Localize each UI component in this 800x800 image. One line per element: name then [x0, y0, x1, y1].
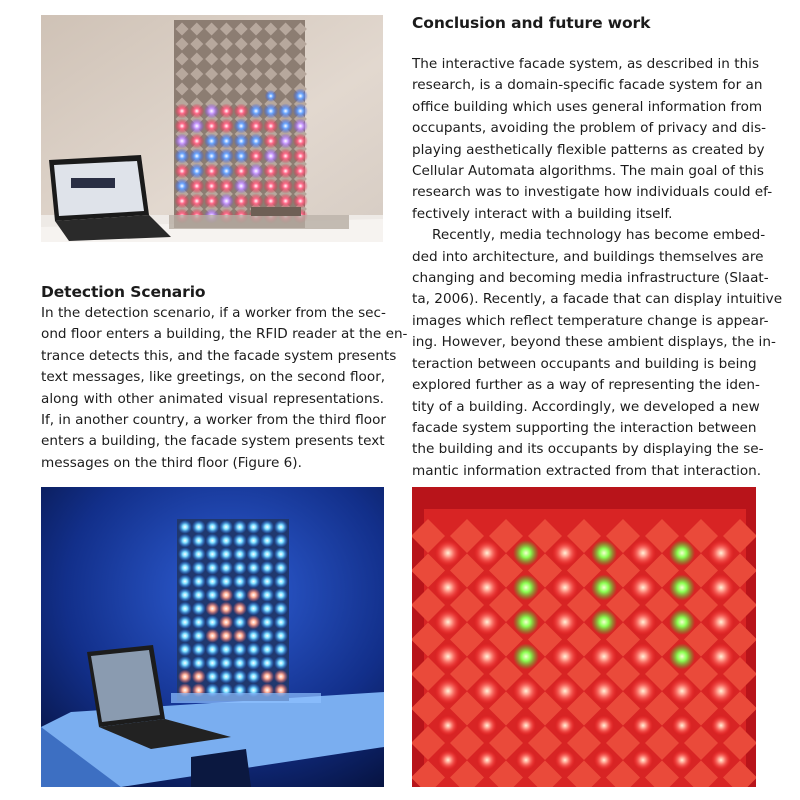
- led-light: [708, 644, 734, 670]
- led-light: [247, 561, 261, 575]
- led-light: [192, 588, 206, 602]
- text-line: The interactive facade system, as described in this: [412, 56, 760, 72]
- led-light: [274, 670, 288, 684]
- led-light: [204, 134, 219, 149]
- led-light: [260, 602, 274, 616]
- text-line: explored further as a way of representing the iden-: [412, 377, 760, 394]
- text-line: ded into architecture, and buildings themselves are: [412, 248, 764, 265]
- led-light: [192, 561, 206, 575]
- led-light: [234, 164, 249, 179]
- led-light: [435, 540, 461, 566]
- led-light: [630, 678, 656, 704]
- led-light: [205, 642, 219, 656]
- led-light: [178, 670, 192, 684]
- led-light: [204, 149, 219, 164]
- led-light: [278, 179, 293, 194]
- led-light: [219, 629, 233, 643]
- led-light: [247, 629, 261, 643]
- led-light: [219, 520, 233, 534]
- led-light: [591, 644, 617, 670]
- led-light: [219, 134, 234, 149]
- text-line: research was to investigate how individuals could ef-: [412, 184, 773, 201]
- led-light: [192, 670, 206, 684]
- led-light: [175, 179, 190, 194]
- led-light: [189, 104, 204, 119]
- led-light: [178, 615, 192, 629]
- led-light: [552, 609, 578, 635]
- text-line: ing. However, beyond these ambient displays, the in-: [412, 334, 776, 351]
- led-light: [669, 540, 695, 566]
- text-line: ta, 2006). Recently, a facade that can display intuitive: [412, 291, 783, 308]
- led-light: [672, 750, 692, 770]
- led-light: [192, 520, 206, 534]
- text-line: trance detects this, and the facade system presents: [41, 347, 397, 364]
- led-light: [274, 602, 288, 616]
- facade-photo-blue-room: [41, 487, 384, 787]
- led-light: [438, 750, 458, 770]
- led-light: [178, 642, 192, 656]
- led-light: [205, 615, 219, 629]
- led-light: [189, 194, 204, 209]
- text-line: occupants, avoiding the problem of privacy and dis-: [412, 120, 767, 137]
- led-light: [633, 750, 653, 770]
- facade-photo-red-green-closeup: [412, 487, 756, 787]
- led-light: [234, 134, 249, 149]
- led-light: [219, 642, 233, 656]
- led-light: [247, 547, 261, 561]
- led-light: [192, 547, 206, 561]
- text-line: facade system supporting the interaction between: [412, 419, 757, 436]
- led-light: [219, 574, 233, 588]
- led-light: [233, 561, 247, 575]
- led-light: [474, 609, 500, 635]
- led-light: [233, 547, 247, 561]
- led-light: [630, 644, 656, 670]
- led-light: [204, 104, 219, 119]
- led-light: [247, 670, 261, 684]
- led-light: [594, 716, 614, 736]
- led-light: [247, 642, 261, 656]
- led-light: [175, 119, 190, 134]
- text-line: text messages, like greetings, on the second floor,: [41, 369, 386, 386]
- led-light: [192, 615, 206, 629]
- led-light: [247, 602, 261, 616]
- led-light: [260, 670, 274, 684]
- led-light: [293, 149, 308, 164]
- led-light: [708, 609, 734, 635]
- led-light: [249, 164, 264, 179]
- led-light: [219, 615, 233, 629]
- led-light: [263, 164, 278, 179]
- led-light: [293, 179, 308, 194]
- led-light: [435, 644, 461, 670]
- led-light: [192, 602, 206, 616]
- detection-scenario-paragraph: [41, 303, 408, 474]
- led-light: [672, 716, 692, 736]
- led-light: [233, 656, 247, 670]
- led-light: [711, 750, 731, 770]
- led-light: [205, 561, 219, 575]
- led-light: [438, 716, 458, 736]
- led-light: [477, 750, 497, 770]
- led-light: [630, 609, 656, 635]
- led-light: [708, 540, 734, 566]
- led-light: [552, 540, 578, 566]
- led-light: [260, 561, 274, 575]
- led-light: [711, 716, 731, 736]
- led-light: [293, 194, 308, 209]
- section-heading-conclusion: Conclusion and future work: [412, 14, 651, 32]
- led-light: [278, 134, 293, 149]
- text-line: mantic information extracted from that interaction.: [412, 462, 762, 479]
- led-light: [189, 179, 204, 194]
- led-light: [260, 629, 274, 643]
- led-light: [192, 656, 206, 670]
- led-light: [175, 194, 190, 209]
- led-light: [474, 540, 500, 566]
- led-light: [219, 149, 234, 164]
- led-light: [260, 588, 274, 602]
- led-light: [205, 574, 219, 588]
- text-line: fectively interact with a building itself.: [412, 205, 673, 222]
- led-light: [260, 547, 274, 561]
- led-light: [293, 164, 308, 179]
- led-light: [219, 670, 233, 684]
- led-light: [205, 656, 219, 670]
- led-light: [435, 575, 461, 601]
- led-light: [233, 602, 247, 616]
- led-light: [249, 194, 264, 209]
- led-light: [205, 602, 219, 616]
- led-light: [219, 194, 234, 209]
- led-light: [234, 149, 249, 164]
- led-light: [708, 678, 734, 704]
- led-light: [189, 134, 204, 149]
- led-light: [247, 656, 261, 670]
- led-light: [274, 588, 288, 602]
- led-light: [633, 716, 653, 736]
- led-light: [263, 134, 278, 149]
- led-light: [178, 520, 192, 534]
- led-light: [274, 615, 288, 629]
- led-light: [233, 520, 247, 534]
- led-light: [205, 547, 219, 561]
- led-light: [233, 615, 247, 629]
- led-light: [205, 629, 219, 643]
- led-light: [669, 678, 695, 704]
- led-light: [178, 561, 192, 575]
- led-light: [178, 629, 192, 643]
- text-line: If, in another country, a worker from the third floor: [41, 412, 386, 429]
- led-light: [513, 540, 539, 566]
- led-light: [474, 678, 500, 704]
- led-light: [263, 149, 278, 164]
- led-light: [178, 574, 192, 588]
- led-light: [260, 615, 274, 629]
- led-light: [175, 104, 190, 119]
- led-light: [591, 575, 617, 601]
- led-light: [233, 588, 247, 602]
- led-light: [435, 609, 461, 635]
- led-light: [274, 642, 288, 656]
- led-light: [205, 534, 219, 548]
- led-light: [274, 656, 288, 670]
- led-light: [260, 574, 274, 588]
- led-light: [219, 588, 233, 602]
- led-light: [630, 540, 656, 566]
- led-light: [178, 602, 192, 616]
- conclusion-paragraphs: [412, 54, 783, 482]
- led-light: [204, 179, 219, 194]
- text-line: Cellular Automata algorithms. The main goal of this: [412, 163, 764, 180]
- led-light: [516, 716, 536, 736]
- led-light: [555, 750, 575, 770]
- section-heading-detection-scenario: Detection Scenario: [41, 283, 206, 301]
- led-light: [474, 644, 500, 670]
- text-line: In the detection scenario, if a worker from the sec-: [41, 305, 386, 321]
- facade-photo-blue-room-image: [41, 487, 384, 787]
- led-light: [204, 194, 219, 209]
- led-light: [247, 615, 261, 629]
- led-light: [263, 194, 278, 209]
- led-light: [175, 149, 190, 164]
- facade-photo-warm-room-image: [41, 15, 383, 242]
- led-light: [205, 588, 219, 602]
- led-light: [234, 179, 249, 194]
- led-light: [175, 134, 190, 149]
- led-light: [278, 164, 293, 179]
- led-light: [274, 534, 288, 548]
- led-light: [178, 588, 192, 602]
- led-light: [669, 575, 695, 601]
- led-light: [669, 609, 695, 635]
- text-line: research, is a domain-specific facade system for an: [412, 77, 763, 94]
- led-light: [263, 119, 278, 134]
- led-light: [278, 194, 293, 209]
- text-line: tity of a building. Accordingly, we developed a new: [412, 398, 760, 415]
- led-light: [260, 642, 274, 656]
- led-light: [219, 602, 233, 616]
- led-light: [274, 520, 288, 534]
- text-line: office building which uses general information from: [412, 98, 763, 115]
- led-light: [293, 119, 308, 134]
- text-line: ond floor enters a building, the RFID reader at the en-: [41, 326, 408, 343]
- facade-photo-warm-room: [41, 15, 383, 242]
- led-light: [591, 678, 617, 704]
- led-light: [192, 642, 206, 656]
- led-light: [234, 104, 249, 119]
- led-light: [513, 678, 539, 704]
- led-light: [263, 104, 278, 119]
- led-light: [249, 149, 264, 164]
- led-light: [260, 656, 274, 670]
- led-light: [247, 534, 261, 548]
- led-light: [278, 149, 293, 164]
- led-light: [189, 149, 204, 164]
- led-light: [274, 561, 288, 575]
- led-light: [219, 179, 234, 194]
- led-light: [435, 678, 461, 704]
- led-light: [233, 534, 247, 548]
- text-line: images which reflect temperature change is appear-: [412, 312, 769, 329]
- led-light: [263, 179, 278, 194]
- led-light: [219, 104, 234, 119]
- led-light: [233, 642, 247, 656]
- led-light: [669, 644, 695, 670]
- led-light: [249, 179, 264, 194]
- led-light: [591, 609, 617, 635]
- led-light: [178, 534, 192, 548]
- text-line: enters a building, the facade system presents text: [41, 433, 385, 450]
- led-light: [278, 119, 293, 134]
- led-light: [265, 90, 277, 102]
- led-light: [233, 670, 247, 684]
- led-light: [192, 574, 206, 588]
- led-light: [219, 561, 233, 575]
- led-light: [594, 750, 614, 770]
- led-light: [219, 656, 233, 670]
- led-light: [708, 575, 734, 601]
- led-light: [219, 164, 234, 179]
- led-light: [555, 716, 575, 736]
- led-light: [247, 520, 261, 534]
- led-light: [630, 575, 656, 601]
- led-light: [513, 644, 539, 670]
- led-light: [274, 547, 288, 561]
- led-light: [293, 89, 308, 104]
- text-line: changing and becoming media infrastructure (Slaat-: [412, 270, 769, 287]
- led-light: [178, 547, 192, 561]
- led-light: [513, 575, 539, 601]
- led-light: [552, 644, 578, 670]
- text-line: messages on the third floor (Figure 6).: [41, 454, 302, 471]
- led-light: [247, 588, 261, 602]
- facade-photo-red-green-closeup-image: [412, 487, 756, 787]
- led-light: [175, 164, 190, 179]
- led-light: [274, 629, 288, 643]
- led-light: [278, 104, 293, 119]
- led-light: [260, 534, 274, 548]
- led-light: [192, 629, 206, 643]
- text-line: along with other animated visual representations.: [41, 390, 384, 407]
- led-light: [178, 656, 192, 670]
- led-light: [513, 609, 539, 635]
- led-light: [204, 119, 219, 134]
- led-light: [249, 134, 264, 149]
- text-line: the building and its occupants by displaying the se-: [412, 441, 764, 458]
- led-light: [274, 574, 288, 588]
- text-line: Recently, media technology has become embed-: [432, 227, 766, 244]
- led-light: [205, 520, 219, 534]
- led-light: [247, 574, 261, 588]
- text-line: playing aesthetically flexible patterns as created by: [412, 141, 765, 158]
- led-light: [192, 534, 206, 548]
- led-light: [591, 540, 617, 566]
- led-light: [477, 716, 497, 736]
- led-light: [552, 575, 578, 601]
- led-light: [219, 534, 233, 548]
- led-light: [189, 164, 204, 179]
- led-light: [234, 119, 249, 134]
- led-light: [260, 520, 274, 534]
- led-light: [204, 164, 219, 179]
- facade-led-grid: [412, 519, 756, 787]
- led-light: [219, 119, 234, 134]
- led-light: [234, 194, 249, 209]
- led-light: [249, 104, 264, 119]
- led-light: [293, 104, 308, 119]
- led-light: [516, 750, 536, 770]
- led-light: [293, 134, 308, 149]
- led-light: [219, 547, 233, 561]
- led-light: [233, 629, 247, 643]
- led-light: [233, 574, 247, 588]
- led-light: [249, 119, 264, 134]
- text-line: teraction between occupants and building is being: [412, 355, 757, 372]
- led-light: [474, 575, 500, 601]
- led-light: [189, 119, 204, 134]
- led-light: [205, 670, 219, 684]
- led-light: [552, 678, 578, 704]
